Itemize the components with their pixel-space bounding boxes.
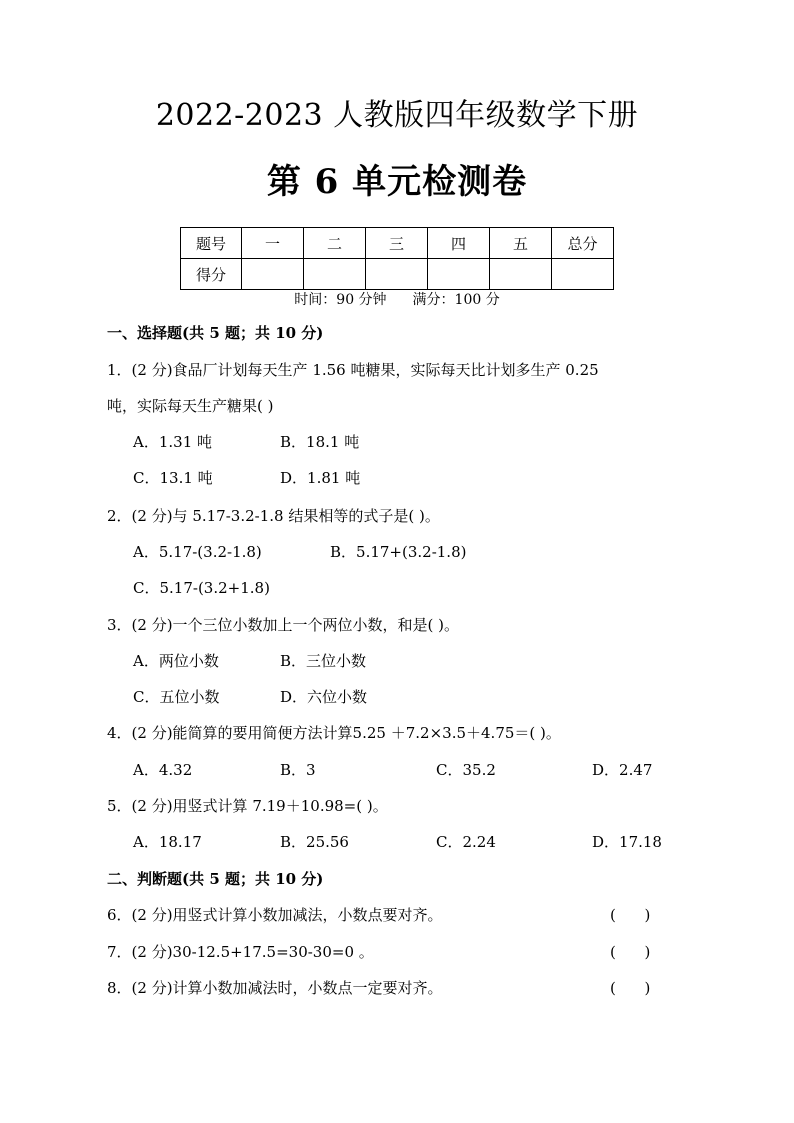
score-table-header-row (181, 228, 614, 259)
q5-option-b[interactable]: B．25.56 (280, 833, 349, 851)
q7-answer-blank[interactable]: ( ) (610, 943, 651, 961)
question-1-text-cont: 吨，实际每天生产糖果( ) (107, 397, 274, 415)
score-input-cell[interactable] (366, 259, 428, 290)
score-table-score-row (181, 259, 614, 290)
question-2-text: 2．(2 分)与 5.17-3.2-1.8 结果相等的式子是( )。 (107, 507, 440, 525)
q4-option-d[interactable]: D．2.47 (592, 761, 653, 779)
question-7-text: 7．(2 分)30-12.5+17.5=30-30=0 。 (107, 943, 374, 961)
score-cell: 三 (366, 228, 428, 259)
full-score: 满分：100 分 (412, 292, 500, 308)
time-info (0, 290, 794, 310)
question-8-text: 8．(2 分)计算小数加减法时，小数点一定要对齐。 (107, 979, 443, 997)
section-heading-choice: 一、选择题(共 5 题；共 10 分) (107, 324, 324, 342)
q2-option-a[interactable]: A．5.17-(3.2-1.8) (133, 543, 262, 561)
score-cell: 一 (242, 228, 304, 259)
q1-option-d[interactable]: D．1.81 吨 (280, 469, 361, 487)
question-4-text: 4．(2 分)能简算的要用简便方法计算5.25 ＋7.2×3.5＋4.75＝( )。 (107, 724, 561, 742)
exam-title: 2022-2023 人教版四年级数学下册 (155, 98, 639, 133)
score-cell: 得分 (181, 259, 242, 290)
score-cell: 五 (490, 228, 552, 259)
score-cell: 四 (428, 228, 490, 259)
q3-option-a[interactable]: A．两位小数 (133, 652, 219, 670)
score-input-cell[interactable] (428, 259, 490, 290)
q3-option-d[interactable]: D．六位小数 (280, 688, 368, 706)
q3-option-c[interactable]: C．五位小数 (133, 688, 220, 706)
q2-option-b[interactable]: B．5.17+(3.2-1.8) (330, 543, 467, 561)
q3-option-b[interactable]: B．三位小数 (280, 652, 367, 670)
score-cell: 题号 (181, 228, 242, 259)
q5-option-a[interactable]: A．18.17 (133, 833, 202, 851)
score-input-cell[interactable] (304, 259, 366, 290)
exam-subtitle: 第 6 单元检测卷 (266, 162, 528, 202)
q4-option-c[interactable]: C．35.2 (436, 761, 496, 779)
question-1-text: 1．(2 分)食品厂计划每天生产 1.56 吨糖果，实际每天比计划多生产 0.25 (107, 361, 599, 379)
q6-answer-blank[interactable]: ( ) (610, 906, 651, 924)
q1-option-c[interactable]: C．13.1 吨 (133, 469, 213, 487)
q4-option-b[interactable]: B．3 (280, 761, 316, 779)
q4-option-a[interactable]: A．4.32 (133, 761, 193, 779)
q2-option-c[interactable]: C．5.17-(3.2+1.8) (133, 579, 270, 597)
q5-option-c[interactable]: C．2.24 (436, 833, 496, 851)
score-cell: 总分 (552, 228, 614, 259)
score-cell: 二 (304, 228, 366, 259)
time-limit: 时间：90 分钟 (294, 292, 387, 308)
question-5-text: 5．(2 分)用竖式计算 7.19＋10.98=( )。 (107, 797, 388, 815)
score-input-cell[interactable] (242, 259, 304, 290)
score-input-cell[interactable] (490, 259, 552, 290)
score-table (180, 227, 614, 290)
score-input-cell[interactable] (552, 259, 614, 290)
question-3-text: 3．(2 分)一个三位小数加上一个两位小数，和是( )。 (107, 616, 460, 634)
q1-option-a[interactable]: A．1.31 吨 (133, 433, 212, 451)
q1-option-b[interactable]: B．18.1 吨 (280, 433, 360, 451)
section-heading-judgement: 二、判断题(共 5 题；共 10 分) (107, 870, 324, 888)
q5-option-d[interactable]: D．17.18 (592, 833, 662, 851)
question-6-text: 6．(2 分)用竖式计算小数加减法，小数点要对齐。 (107, 906, 443, 924)
q8-answer-blank[interactable]: ( ) (610, 979, 651, 997)
